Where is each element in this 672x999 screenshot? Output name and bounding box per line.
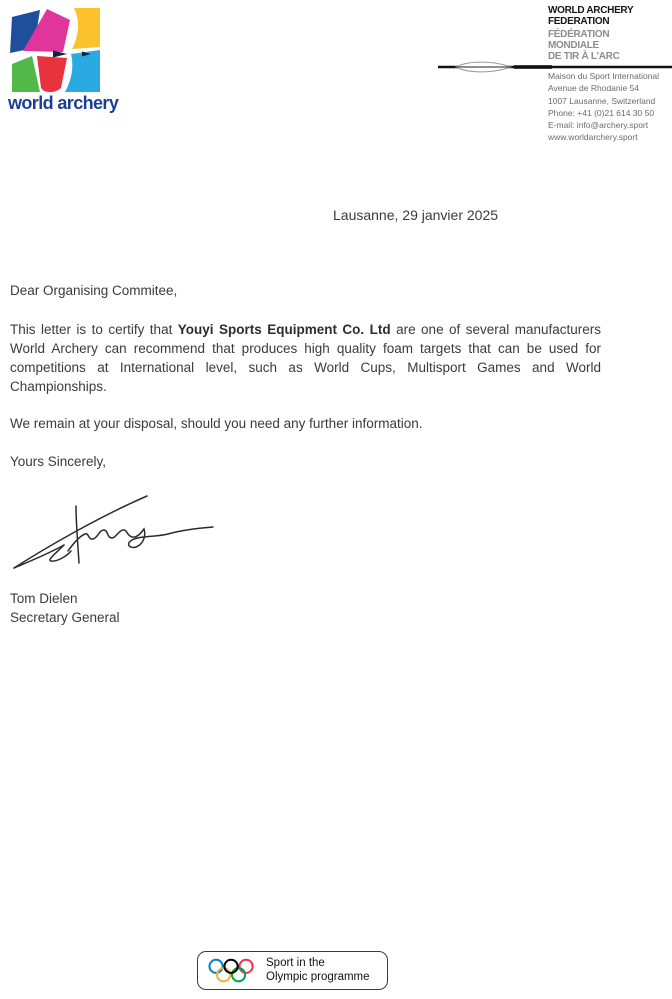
logo-wordmark: world archery	[8, 93, 119, 113]
salutation: Dear Organising Commitee,	[10, 283, 178, 298]
badge-text	[266, 957, 370, 984]
org-fr-line3: DE TIR À L'ARC	[548, 51, 620, 62]
badge-text-line1: Sport in the	[266, 957, 325, 969]
org-name-english	[548, 5, 633, 27]
badge-text-line2: Olympic programme	[266, 970, 370, 983]
org-fr-line1: FÉDÉRATION	[548, 29, 610, 40]
olympic-programme-badge	[197, 951, 388, 990]
world-archery-logo-icon	[10, 8, 100, 93]
dateline: Lausanne, 29 janvier 2025	[333, 207, 499, 223]
address-line-email: E-mail: info@archery.sport	[548, 120, 649, 131]
certification-paragraph	[10, 320, 601, 396]
org-name-french	[548, 29, 620, 62]
company-name: Youyi Sports Equipment Co. Ltd	[177, 322, 391, 337]
signature-icon	[5, 484, 217, 574]
signer-name: Tom Dielen	[10, 591, 78, 606]
org-en-line1: WORLD ARCHERY	[548, 5, 634, 16]
address-line: Maison du Sport International	[548, 71, 660, 81]
address-line-phone: Phone: +41 (0)21 614 30 50	[548, 107, 655, 118]
address-block	[548, 70, 659, 144]
signer-title: Secretary General	[10, 610, 120, 625]
org-fr-line2: MONDIALE	[548, 40, 599, 51]
address-line: Avenue de Rhodanie 54	[548, 83, 640, 94]
availability-paragraph: We remain at your disposal, should you need any further information.	[10, 416, 423, 431]
signer-block	[10, 589, 120, 627]
org-en-line2: FEDERATION	[548, 16, 610, 27]
certify-text-pre: This letter is to certify that	[10, 322, 178, 337]
olympic-rings-icon	[207, 956, 257, 986]
certify-text-post: are one of several manufacturers World Archery can recommend that produces high quality foam targets that can be used for competitions at International level, such as World Cups, Multisport Games and World Championships.	[10, 322, 602, 394]
closing: Yours Sincerely,	[10, 454, 107, 469]
address-line: 1007 Lausanne, Switzerland	[548, 95, 656, 106]
address-line-website: www.worldarchery.sport	[548, 132, 638, 143]
